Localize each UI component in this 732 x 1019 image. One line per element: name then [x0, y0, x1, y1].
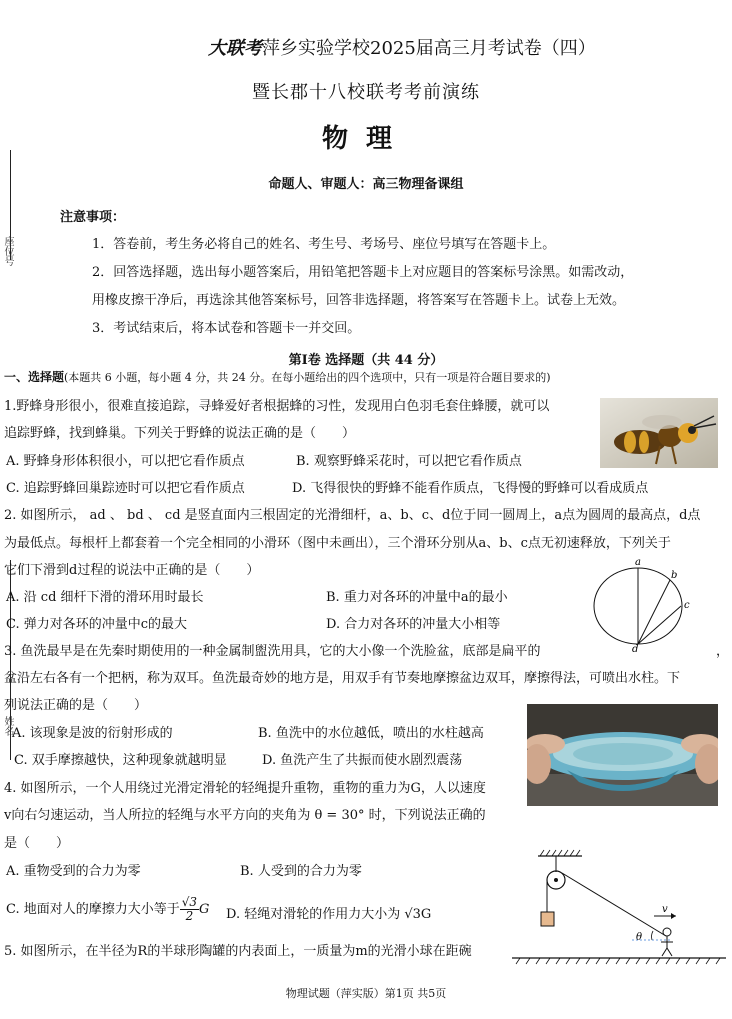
section-title: 第Ⅰ卷 选择题（共 44 分）	[288, 353, 444, 368]
q4-option-a: A. 重物受到的合力为零	[6, 864, 141, 879]
subject-title: 物理	[321, 124, 410, 154]
author-line: 命题人、审题人：高三物理备课组	[268, 177, 464, 192]
label-a: a	[635, 557, 641, 568]
q4-stem-line: 是（ ）	[4, 836, 70, 851]
q3-option-a: A. 该现象是波的衍射形成的	[12, 726, 173, 741]
brand-logo: 大联考	[208, 38, 262, 59]
exam-subtitle: 暨长郡十八校联考考前演练	[252, 82, 480, 103]
q4-option-c	[6, 896, 209, 923]
label-c: c	[684, 600, 690, 611]
wasp-image	[600, 398, 718, 468]
q2-option-b: B. 重力对各环的冲量中a的最小	[326, 590, 508, 605]
q2-stem-line: 2. 如图所示， ad 、 bd 、 cd 是竖直面内三根固定的光滑细杆，a、b、c、d位于同一圆周上，a点为圆周的最高点，d点	[4, 508, 701, 523]
q1-stem-line: 1.野蜂身形很小，很难直接追踪，寻蜂爱好者根据蜂的习性，发现用白色羽毛套住蜂腰，就可以	[4, 399, 550, 414]
q2-option-d: D. 合力对各环的冲量大小相等	[326, 617, 501, 632]
velocity-label: v	[662, 904, 668, 915]
q2-stem-line: 它们下滑到d过程的说法中正确的是（ ）	[4, 563, 260, 578]
exam-title-text: 萍乡实验学校2025届高三月考试卷（四）	[262, 38, 596, 59]
q3-option-b: B. 鱼洗中的水位越低，喷出的水柱越高	[258, 726, 484, 741]
q2-stem-line: 为最低点。每根杆上都套着一个完全相同的小滑环（图中未画出），三个滑环分别从a、b、c点无初速释放，下列关于	[4, 536, 671, 551]
q1-option-d: D. 飞得很快的野蜂不能看作质点，飞得慢的野蜂可以看成质点	[292, 481, 649, 496]
notice-heading: 注意事项：	[60, 210, 126, 225]
q3-option-d: D. 鱼洗产生了共振而使水剧烈震荡	[262, 753, 463, 768]
pulley-diagram	[512, 848, 726, 968]
theta-label: θ	[636, 932, 643, 943]
circle-rods-diagram	[588, 556, 700, 652]
q3-stem-line: 列说法正确的是（ ）	[4, 698, 148, 713]
notice-item: 3．考试结束后，将本试卷和答题卡一并交回。	[92, 321, 361, 336]
q4-stem-line: 4. 如图所示，一个人用绕过光滑定滑轮的轻绳提升重物，重物的重力为G，人以速度	[4, 781, 486, 796]
margin-name-label: 姓名	[2, 716, 13, 736]
q3-option-c: C. 双手摩擦越快，这种现象就越明显	[14, 753, 227, 768]
q1-option-c: C. 追踪野蜂回巢踪迹时可以把它看作质点	[6, 481, 245, 496]
q3-stem-line: 盆沿左右各有一个把柄，称为双耳。鱼洗最奇妙的地方是，用双手有节奏地摩擦盆边双耳，摩擦得法，可喷出水柱。下	[4, 671, 681, 686]
part-heading-bold: 一、选择题	[4, 370, 65, 384]
fraction-denominator: 2	[185, 909, 194, 923]
q4-option-c-g: G	[199, 902, 210, 917]
page-footer: 物理试题（萍实版）第1页 共5页	[285, 987, 447, 1000]
q1-stem-line: 追踪野蜂，找到蜂巢。下列关于野蜂的说法正确的是（ ）	[4, 426, 356, 441]
q2-option-a: A. 沿 cd 细杆下滑的滑环用时最长	[6, 590, 204, 605]
q4-option-c-text: C. 地面对人的摩擦力大小等于	[6, 902, 180, 917]
q3-stem-tail: ，	[716, 644, 730, 659]
label-d: d	[632, 644, 639, 652]
label-b: b	[671, 570, 678, 581]
exam-title	[208, 34, 596, 60]
fraction-numerator: √3	[181, 895, 198, 909]
notice-item: 用橡皮擦干净后，再选涂其他答案标号，回答非选择题，将答案写在答题卡上。试卷上无效。	[92, 293, 626, 308]
q1-option-a: A. 野蜂身形体积很小，可以把它看作质点	[6, 454, 245, 469]
notice-item: 2．回答选择题，选出每小题答案后，用铅笔把答题卡上对应题目的答案标号涂黑。如需改动，	[92, 265, 634, 280]
q3-stem-line: 3. 鱼洗最早是在先秦时期使用的一种金属制盥洗用具，它的大小像一个洗脸盆，底部是扁平的	[4, 644, 541, 659]
notice-item: 1．答卷前，考生务必将自己的姓名、考生号、考场号、座位号填写在答题卡上。	[92, 237, 556, 252]
q4-option-b: B. 人受到的合力为零	[240, 864, 362, 879]
q4-option-d: D. 轻绳对滑轮的作用力大小为 √3G	[226, 907, 432, 922]
part-heading-note: (本题共 6 小题，每小题 4 分，共 24 分。在每小题给出的四个选项中，只有一项是符合题目要求的)	[64, 371, 551, 384]
q4-stem-line: v向右匀速运动，当人所拉的轻绳与水平方向的夹角为 θ = 30° 时，下列说法正确的	[4, 808, 486, 823]
fraction	[180, 896, 199, 923]
margin-seat-label: 座位号	[2, 236, 13, 266]
q1-option-b: B. 观察野蜂采花时，可以把它看作质点	[296, 454, 522, 469]
fish-basin-image	[527, 704, 718, 806]
q5-stem-line: 5. 如图所示，在半径为R的半球形陶罐的内表面上，一质量为m的光滑小球在距碗	[4, 944, 472, 959]
q2-option-c: C. 弹力对各环的冲量中c的最大	[6, 617, 188, 632]
part-heading	[4, 368, 551, 385]
